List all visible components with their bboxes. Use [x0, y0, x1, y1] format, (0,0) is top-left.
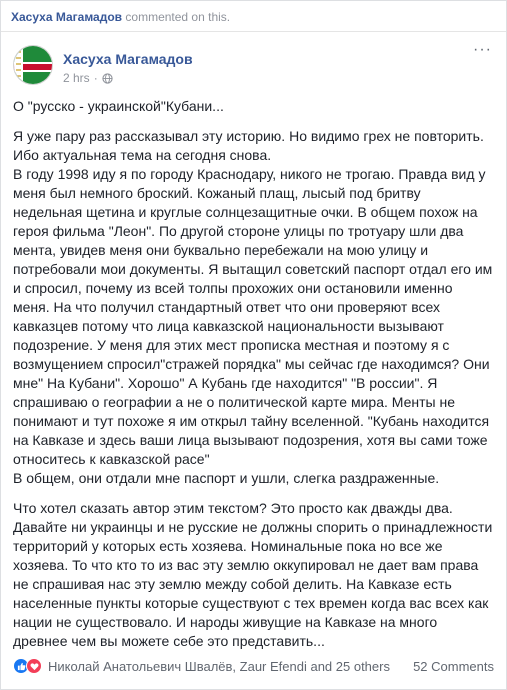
- more-icon[interactable]: ···: [473, 41, 492, 58]
- reaction-names[interactable]: Николай Анатольевич Швалёв, Zaur Efendi and 25 others: [48, 658, 390, 674]
- activity-text: commented on this.: [125, 10, 231, 24]
- activity-user-link[interactable]: Хасуха Магамадов: [11, 10, 123, 24]
- comments-count[interactable]: 52 Comments: [413, 658, 494, 674]
- post-meta: [63, 71, 113, 85]
- separator-dot: ·: [93, 71, 98, 85]
- post-paragraph: О "русско - украинской"Кубани...: [13, 98, 224, 114]
- post-paragraph: Я уже пару раз рассказывал эту историю. Но видимо грех не повторить. Ибо актуальная тема на сегодня снова. В году 1998 иду я по городу Краснодару, никого не трогаю. Правда вид у меня был немного броский. Кожаный плащ, лысый под бритву недельная щетина и круглые солнцезащитные очки. В общем похож на героя фильма "Леон". По другой стороне улицы по тротуару шли два мента, увидев меня они буквально перебежали на мою улицу и потребовали мои документы. Я вытащил советский паспорт отдал его им и спросил, почему из всей толпы прохожих они остановили именно меня. На что получил стандартный ответ что они проверяют всех кавказцев потому что лица кавказской национальности вызывают подозрение. У меня для этих мест прописка местная и поэтому я с возмущением спросил"стражей порядка" мы сейчас где находимся? Они мне" На Кубани". Хорошо" А Кубань где находится" "В россии". Я спрашиваю о географии а не о политической карте мира. Менты не понимают и тут похоже я им открыл тайну вселенной. "Кубань находится на Кавказе и здесь ваши лица вызывают подозрения, хотя вы сами тоже относитесь к кавказской расе" В общем, они отдали мне паспорт и ушли, слегка раздраженные.: [13, 128, 493, 486]
- flag-avatar-image: [14, 46, 53, 85]
- avatar[interactable]: [13, 45, 53, 85]
- globe-icon[interactable]: [102, 73, 113, 84]
- post-paragraph: Что хотел сказать автор этим текстом? Это просто как дважды два. Давайте ни украинцы и не русские не должны спорить о принадлежности территорий у которых есть хозяева. Номинальные пока но все же хозяева. То что кто то из вас эту землю оккупировал не дает вам права не спрашивая нас эту землю между собой делить. На Кавказе есть населенные пункты которые существуют с тех времен когда вас всех как нации не существовало. И народы живущие на Кавказе на много древнее чем вы можете себе это представить...: [13, 500, 493, 649]
- post-author[interactable]: Хасуха Магамадов: [63, 51, 193, 67]
- activity-line: [11, 9, 230, 25]
- divider: [1, 31, 506, 32]
- love-icon: [26, 658, 42, 674]
- post-footer: [13, 656, 494, 676]
- post-body: [13, 97, 493, 651]
- post-timestamp[interactable]: 2 hrs: [63, 71, 90, 85]
- reactions[interactable]: [13, 658, 42, 674]
